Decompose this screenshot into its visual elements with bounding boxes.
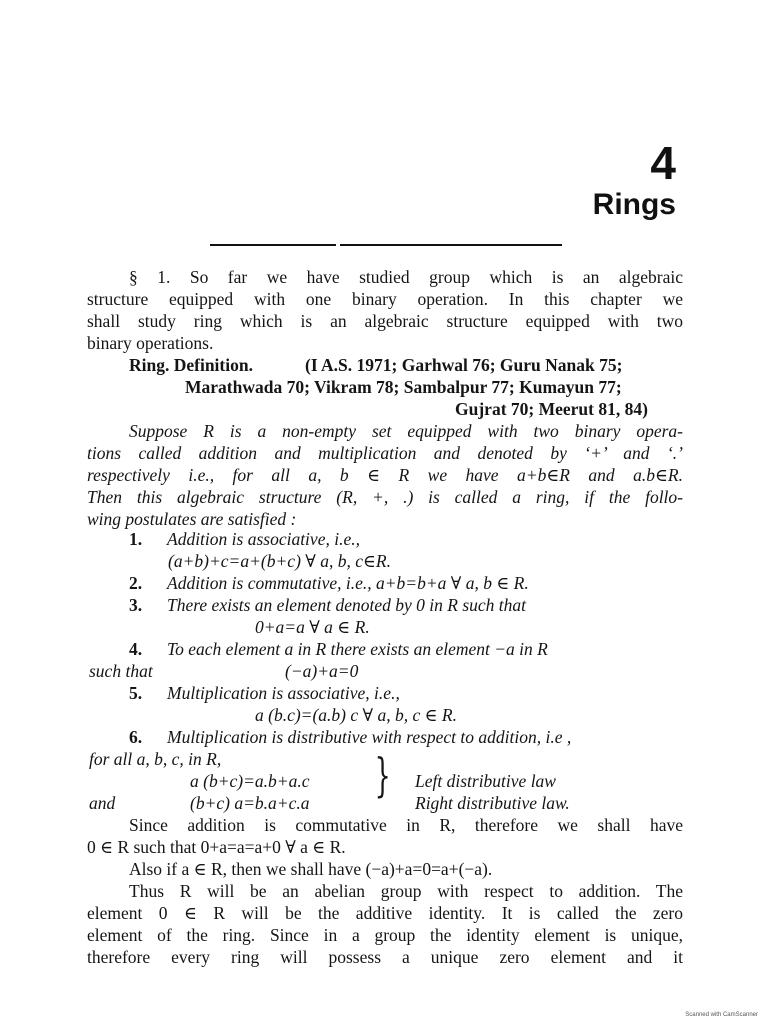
postulate-formula: (−a)+a=0 [285, 661, 359, 681]
intro-line: binary operations. [87, 333, 214, 353]
postulate-formula: a (b.c)=(a.b) c ∀ a, b, c ∈ R. [255, 705, 458, 725]
postulate-text: Multiplication is associative, i.e., [167, 683, 400, 703]
postulate-text: Addition is associative, i.e., [167, 529, 360, 549]
postulate-continuation: such that [89, 661, 153, 681]
right-distributive-label: Right distributive law. [415, 793, 570, 813]
postulate-item [129, 682, 400, 704]
postulate-text: To each element a in R there exists an element −a in R [167, 639, 548, 659]
body-line: therefore every ring will possess a unique zero element and it [87, 947, 683, 967]
and-word: and [89, 793, 116, 813]
body-line: Since addition is commutative in R, therefore we shall have [129, 815, 683, 835]
chapter-number: 4 [650, 137, 676, 189]
postulate-text: Addition is commutative, i.e., a+b=b+a ∀ a, b ∈ R. [167, 573, 529, 593]
postulate-number: 2. [129, 573, 143, 593]
title-rule-right [340, 244, 562, 246]
left-distributive-formula: a (b+c)=a.b+a.c [190, 771, 310, 791]
brace-icon: } [374, 748, 391, 802]
definition-ref: Marathwada 70; Vikram 78; Sambalpur 77; Kumayun 77; [185, 377, 622, 397]
chapter-title: Rings [592, 188, 676, 221]
postulate-text: There exists an element denoted by 0 in R such that [167, 595, 526, 615]
intro-line: § 1. So far we have studied group which is an algebraic [129, 267, 683, 287]
definition-line: tions called addition and multiplication and denoted by ‘+’ and ‘.’ [87, 443, 683, 463]
body-line: element 0 ∈ R will be the additive identity. It is called the zero [87, 903, 683, 923]
postulate-number: 4. [129, 639, 143, 659]
intro-line: structure equipped with one binary operation. In this chapter we [87, 289, 683, 309]
postulate-item [129, 572, 529, 594]
postulate-item [129, 638, 548, 660]
intro-line: shall study ring which is an algebraic structure equipped with two [87, 311, 683, 331]
postulate-continuation: for all a, b, c, in R, [89, 749, 222, 769]
definition-ref: Gujrat 70; Meerut 81, 84) [455, 399, 648, 419]
postulate-item [129, 726, 571, 748]
body-line: 0 ∈ R such that 0+a=a=a+0 ∀ a ∈ R. [87, 837, 346, 857]
postulate-text: Multiplication is distributive with respect to addition, i.e , [167, 727, 572, 747]
postulate-item [129, 528, 360, 550]
postulate-formula: (a+b)+c=a+(b+c) ∀ a, b, c∈R. [168, 551, 391, 571]
definition-ref: (I A.S. 1971; Garhwal 76; Guru Nanak 75; [305, 355, 623, 375]
definition-heading: Ring. Definition. [129, 355, 253, 375]
right-distributive-formula: (b+c) a=b.a+c.a [190, 793, 310, 813]
postulate-formula: 0+a=a ∀ a ∈ R. [255, 617, 370, 637]
left-distributive-label: Left distributive law [415, 771, 556, 791]
definition-line: Then this algebraic structure (R, +, .) is called a ring, if the follo- [87, 487, 683, 507]
postulate-number: 6. [129, 727, 143, 747]
title-rule-left [210, 244, 336, 246]
body-line: Thus R will be an abelian group with respect to addition. The [129, 881, 683, 901]
postulate-number: 3. [129, 595, 143, 615]
postulate-item [129, 594, 526, 616]
definition-line: Suppose R is a non-empty set equipped with two binary opera- [129, 421, 683, 441]
scanner-watermark: Scanned with CamScanner [685, 1012, 758, 1018]
postulate-number: 1. [129, 529, 143, 549]
body-line: element of the ring. Since in a group the identity element is unique, [87, 925, 683, 945]
definition-line: respectively i.e., for all a, b ∈ R we have a+b∈R and a.b∈R. [87, 465, 683, 485]
postulate-number: 5. [129, 683, 143, 703]
definition-line: wing postulates are satisfied : [87, 509, 297, 529]
body-line: Also if a ∈ R, then we shall have (−a)+a=0=a+(−a). [129, 859, 493, 879]
